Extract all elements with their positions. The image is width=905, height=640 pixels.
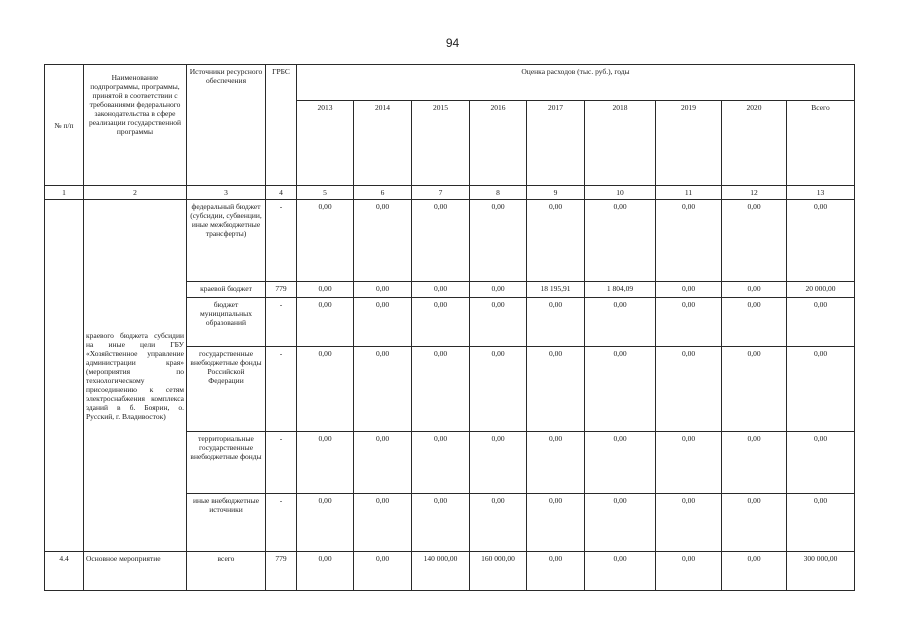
- index-cell: 2: [84, 186, 187, 200]
- row-value: 0,00: [527, 432, 585, 494]
- row-source: федеральный бюджет (субсидии, субвенции, иные межбюджетные трансферты): [187, 200, 266, 282]
- header-year: 2014: [354, 101, 412, 186]
- row-value: 0,00: [722, 494, 787, 552]
- row-value: 0,00: [722, 298, 787, 347]
- row-value: 0,00: [354, 298, 412, 347]
- index-cell: 13: [787, 186, 855, 200]
- header-year: 2018: [585, 101, 656, 186]
- row-value: 0,00: [722, 552, 787, 591]
- index-cell: 12: [722, 186, 787, 200]
- index-cell: 7: [412, 186, 470, 200]
- row-value: 1 804,09: [585, 282, 656, 298]
- row-value: 0,00: [354, 347, 412, 432]
- row-value: 0,00: [656, 298, 722, 347]
- row-grbs: -: [266, 347, 297, 432]
- row-value: 0,00: [722, 282, 787, 298]
- row-value: 0,00: [470, 200, 527, 282]
- index-cell: 9: [527, 186, 585, 200]
- row-value: 0,00: [656, 432, 722, 494]
- row-value: 0,00: [527, 552, 585, 591]
- header-grbs: ГРБС: [266, 65, 297, 186]
- row-value: 0,00: [722, 347, 787, 432]
- row-value: 0,00: [527, 494, 585, 552]
- header-year: 2016: [470, 101, 527, 186]
- index-cell: 6: [354, 186, 412, 200]
- index-cell: 10: [585, 186, 656, 200]
- row-grbs: 779: [266, 552, 297, 591]
- row-value: 0,00: [787, 347, 855, 432]
- row-grbs: -: [266, 298, 297, 347]
- row-value: 0,00: [656, 347, 722, 432]
- row-source: государственные внебюджетные фонды Российской Федерации: [187, 347, 266, 432]
- row-value: 0,00: [297, 494, 354, 552]
- row-value: 0,00: [722, 200, 787, 282]
- row-value: 0,00: [354, 200, 412, 282]
- header-name: Наименование подпрограммы, программы, принятой в соответствии с требованиями федерального законодательства в сфере реализации государственной программы: [84, 65, 187, 186]
- header-year: 2013: [297, 101, 354, 186]
- row-grbs: -: [266, 494, 297, 552]
- row-value: 0,00: [297, 432, 354, 494]
- row-value: 0,00: [412, 432, 470, 494]
- row-value: 0,00: [787, 298, 855, 347]
- row-value: 0,00: [297, 298, 354, 347]
- row-value: 0,00: [297, 282, 354, 298]
- row-value: 0,00: [527, 347, 585, 432]
- row-value: 0,00: [412, 494, 470, 552]
- header-source: Источники ресурсного обеспечения: [187, 65, 266, 186]
- row-source: иные внебюджетные источники: [187, 494, 266, 552]
- header-total: Всего: [787, 101, 855, 186]
- row-value: 0,00: [527, 200, 585, 282]
- row-value: 0,00: [656, 282, 722, 298]
- index-cell: 1: [45, 186, 84, 200]
- row-value: 0,00: [412, 347, 470, 432]
- row-value: 0,00: [585, 494, 656, 552]
- row-value: 0,00: [412, 200, 470, 282]
- row-value: 0,00: [470, 432, 527, 494]
- index-row: [45, 186, 855, 200]
- index-cell: 8: [470, 186, 527, 200]
- table-row: [45, 552, 855, 591]
- row-value: 0,00: [787, 494, 855, 552]
- row-value: 0,00: [354, 282, 412, 298]
- header-year: 2019: [656, 101, 722, 186]
- row-value: 0,00: [585, 298, 656, 347]
- row-value: 0,00: [527, 298, 585, 347]
- row-value: 0,00: [787, 200, 855, 282]
- header-num: № п/п: [45, 65, 84, 186]
- row-value: 20 000,00: [787, 282, 855, 298]
- row-grbs: -: [266, 432, 297, 494]
- row-value: 0,00: [656, 494, 722, 552]
- index-cell: 5: [297, 186, 354, 200]
- row-source: краевой бюджет: [187, 282, 266, 298]
- row-value: 0,00: [297, 552, 354, 591]
- row-value: 0,00: [412, 282, 470, 298]
- row-value: 0,00: [297, 200, 354, 282]
- row-value: 0,00: [470, 282, 527, 298]
- row-source: бюджет муниципальных образований: [187, 298, 266, 347]
- row-value: 0,00: [787, 432, 855, 494]
- row-grbs: -: [266, 200, 297, 282]
- header-estimate: Оценка расходов (тыс. руб.), годы: [297, 65, 855, 101]
- row-value: 160 000,00: [470, 552, 527, 591]
- row-value: 0,00: [297, 347, 354, 432]
- row-value: 0,00: [585, 432, 656, 494]
- index-cell: 4: [266, 186, 297, 200]
- row-name: Основное мероприятие: [84, 552, 187, 591]
- row-value: 0,00: [470, 347, 527, 432]
- row-value: 0,00: [470, 298, 527, 347]
- row-num: 4.4: [45, 552, 84, 591]
- header-year: 2020: [722, 101, 787, 186]
- row-source: всего: [187, 552, 266, 591]
- budget-table: [44, 64, 855, 591]
- row-value: 0,00: [585, 552, 656, 591]
- row-value: 0,00: [585, 347, 656, 432]
- row-value: 18 195,91: [527, 282, 585, 298]
- row-value: 0,00: [722, 432, 787, 494]
- row-value: 0,00: [585, 200, 656, 282]
- index-cell: 11: [656, 186, 722, 200]
- row-value: 0,00: [412, 298, 470, 347]
- row-num: [45, 200, 84, 552]
- header-year: 2017: [527, 101, 585, 186]
- header-year: 2015: [412, 101, 470, 186]
- page-number: 94: [445, 36, 460, 50]
- row-name: краевого бюджета субсидии на иные цели ГБУ «Хозяйственное управление администрации края» (мероприятия по технологическому присоединению к сетям электроснабжения комплекса зданий в б. Боярин, о. Русский, г. Владивосток): [84, 200, 187, 552]
- row-value: 0,00: [656, 200, 722, 282]
- row-value: 0,00: [470, 494, 527, 552]
- index-cell: 3: [187, 186, 266, 200]
- row-grbs: 779: [266, 282, 297, 298]
- row-value: 0,00: [656, 552, 722, 591]
- row-value: 0,00: [354, 432, 412, 494]
- row-value: 140 000,00: [412, 552, 470, 591]
- row-source: территориальные государственные внебюджетные фонды: [187, 432, 266, 494]
- row-value: 0,00: [354, 552, 412, 591]
- row-value: 300 000,00: [787, 552, 855, 591]
- table-row: [45, 200, 855, 282]
- row-value: 0,00: [354, 494, 412, 552]
